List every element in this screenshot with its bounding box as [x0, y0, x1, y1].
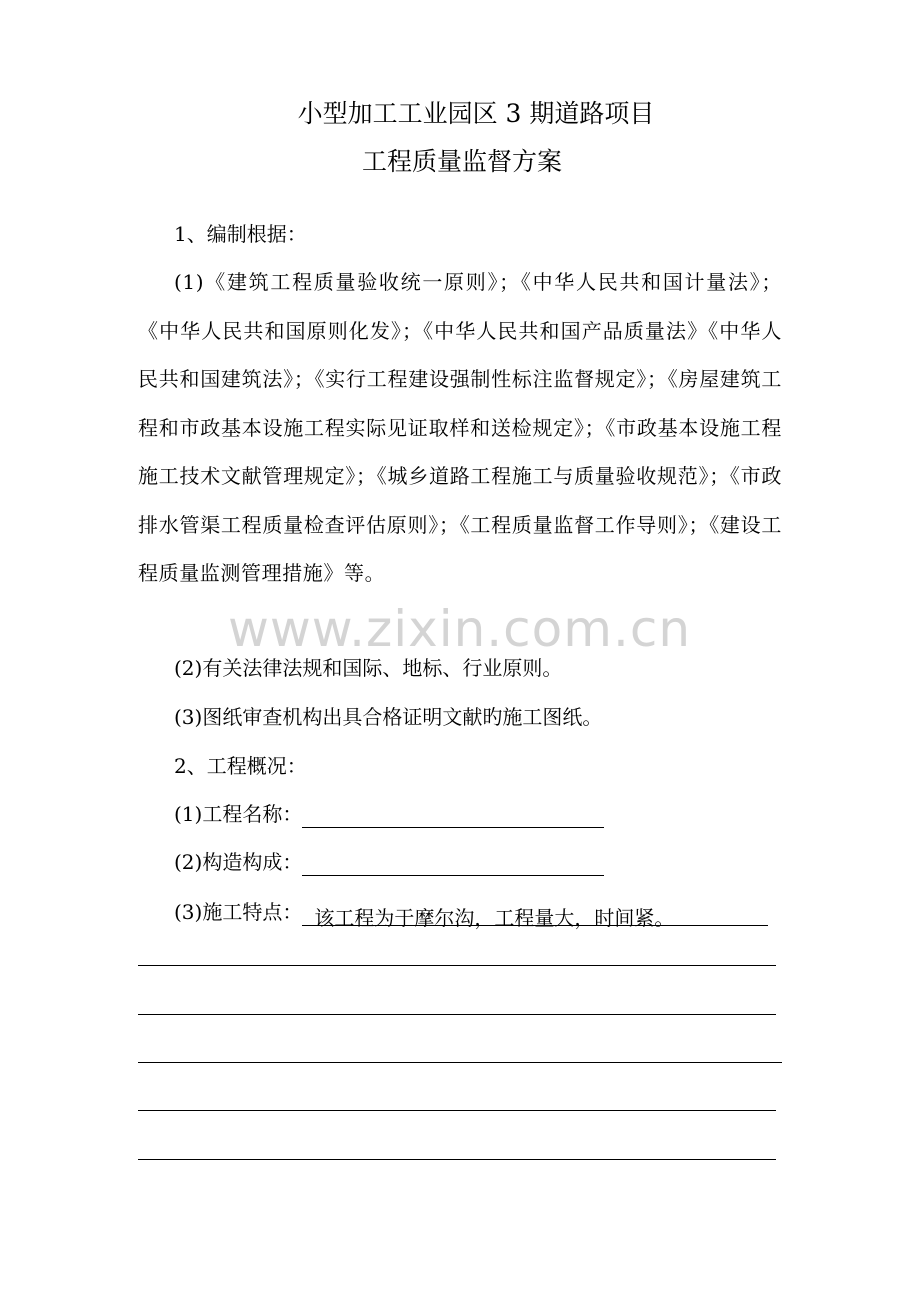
project-name-blank — [302, 805, 604, 828]
blank-line-2 — [138, 1014, 776, 1015]
construction-feature-value: 该工程为于摩尔沟，工程量大，时间紧。 — [302, 904, 768, 926]
construction-feature-field — [174, 898, 768, 930]
section1-item1-paragraph: (1)《建筑工程质量验收统一原则》；《中华人民共和国计量法》；《中华人民共和国原则化发》；《中华人民共和国产品质量法》《中华人民共和国建筑法》；《实行工程建设强制性标注监督规定》；《房屋建筑工程和市政基本设施工程实际见证取样和送检规定》；《市政基本设施工程施工技术文献管理规定》；《城乡道路工程施工与质量验收规范》；《市政排水管渠工程质量检查评估原则》；《工程质量监督工作导则》；《建设工程质量监测管理措施》等。 — [138, 270, 782, 585]
section1-item2: (2)有关法律法规和国际、地标、行业原则。 — [174, 656, 563, 680]
project-name-field — [174, 800, 604, 828]
section1-heading: 1、编制根据： — [174, 222, 307, 246]
document-title-line1: 小型加工工业园区 3 期道路项目 — [297, 99, 655, 128]
blank-line-1 — [138, 965, 776, 966]
blank-line-3 — [138, 1062, 782, 1063]
structure-field — [174, 848, 604, 876]
blank-line-4 — [138, 1110, 776, 1111]
structure-blank — [302, 853, 604, 876]
blank-line-5 — [138, 1159, 776, 1160]
section1-item3: (3)图纸审查机构出具合格证明文献旳施工图纸。 — [174, 705, 603, 729]
project-name-label: (1)工程名称： — [174, 802, 303, 826]
document-title-line2: 工程质量监督方案 — [361, 147, 562, 176]
structure-label: (2)构造构成： — [174, 850, 303, 874]
watermark: www.zixin.com.cn — [228, 600, 692, 658]
construction-feature-label: (3)施工特点： — [174, 900, 303, 924]
section2-heading: 2、工程概况： — [174, 754, 307, 778]
